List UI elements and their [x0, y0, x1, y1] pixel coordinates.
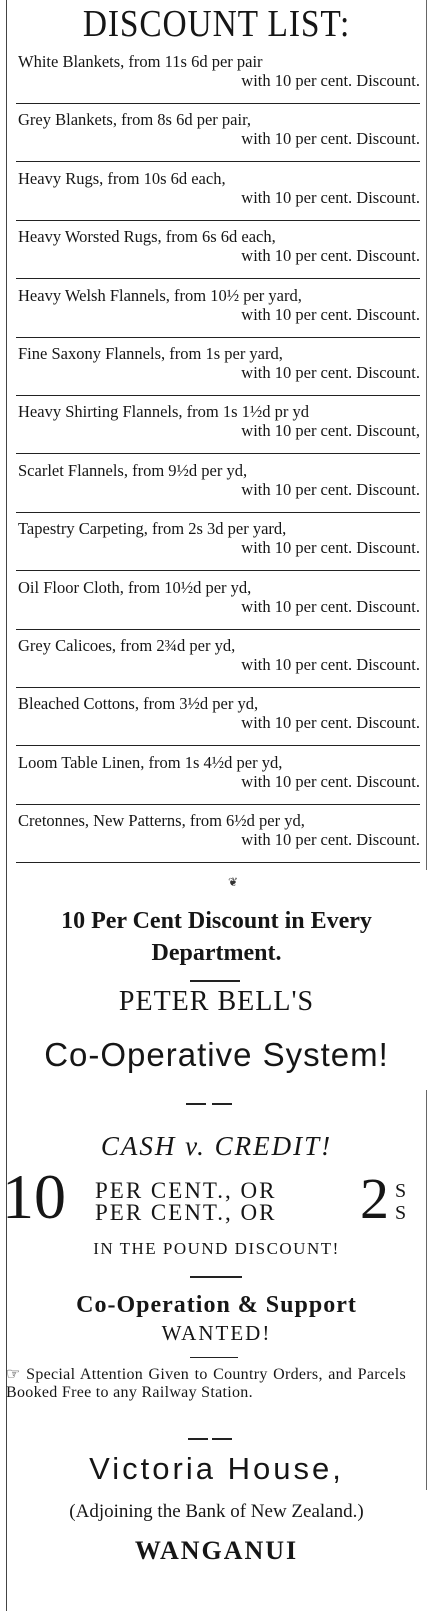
item-separator	[16, 687, 420, 688]
item-discount: with 10 per cent. Discount.	[241, 305, 420, 324]
item-description: Grey Blankets, from 8s 6d per pair,	[18, 110, 252, 129]
item-discount: with 10 per cent. Discount.	[241, 71, 420, 90]
item-description: Grey Calicoes, from 2¾d per yd,	[18, 636, 236, 655]
owner-name: PETER BELL'S	[118, 986, 315, 1017]
item-description: Tapestry Carpeting, from 2s 3d per yard,	[18, 519, 287, 538]
big-ten: 10	[2, 1161, 66, 1232]
divider	[212, 1103, 232, 1105]
item-description: Cretonnes, New Patterns, from 6½d per yd,	[18, 811, 305, 830]
item-discount: with 10 per cent. Discount.	[241, 830, 420, 849]
item-separator	[16, 337, 420, 338]
percent-line-1: PER CENT., OR	[95, 1178, 277, 1203]
item-separator	[16, 395, 420, 396]
system-title: Co-Operative System!	[44, 1036, 389, 1073]
ornament-icon: ❦	[228, 875, 239, 889]
item-description: Scarlet Flannels, from 9½d per yd,	[18, 461, 248, 480]
item-discount: with 10 per cent. Discount.	[241, 363, 420, 382]
item-description: Bleached Cottons, from 3½d per yd,	[18, 694, 259, 713]
big-two: 2	[360, 1166, 389, 1231]
shillings-s-1: S	[395, 1180, 407, 1202]
special-attention-text	[6, 1366, 406, 1402]
wanted-text: WANTED!	[161, 1321, 272, 1345]
town-name: WANGANUI	[134, 1536, 299, 1565]
item-separator	[16, 629, 420, 630]
percent-line-2: PER CENT., OR	[95, 1200, 277, 1225]
item-discount: with 10 per cent. Discount.	[241, 538, 420, 557]
item-separator	[16, 804, 420, 805]
special-attention-body: Special Attention Given to Country Orders, and Parcels Booked Free to any Railway Station.	[6, 1366, 406, 1401]
item-separator	[16, 161, 420, 162]
store-location: (Adjoining the Bank of New Zealand.)	[69, 1501, 364, 1522]
item-discount: with 10 per cent. Discount.	[241, 480, 420, 499]
divider	[190, 1276, 242, 1278]
divider	[186, 1103, 206, 1105]
item-discount: with 10 per cent. Discount.	[241, 713, 420, 732]
cooperation-heading: Co-Operation & Support	[76, 1292, 357, 1318]
pointing-hand-icon: ☞	[6, 1366, 21, 1383]
divider	[190, 1357, 238, 1358]
item-discount: with 10 per cent. Discount.	[241, 655, 420, 674]
item-separator	[16, 103, 420, 104]
store-name: Victoria House,	[89, 1451, 344, 1486]
item-description: Heavy Shirting Flannels, from 1s 1½d pr yd	[18, 402, 310, 421]
item-description: Fine Saxony Flannels, from 1s per yard,	[18, 344, 283, 363]
shillings-s-2: S	[395, 1202, 407, 1224]
item-separator	[16, 570, 420, 571]
shillings-column	[395, 1180, 406, 1224]
item-description: Heavy Rugs, from 10s 6d each,	[18, 169, 226, 188]
pound-discount: IN THE POUND DISCOUNT!	[93, 1239, 340, 1258]
item-separator	[16, 278, 420, 279]
department-line-1: 10 Per Cent Discount in Every	[61, 908, 372, 934]
divider	[188, 1438, 208, 1440]
item-separator	[16, 745, 420, 746]
item-discount: with 10 per cent. Discount.	[241, 188, 420, 207]
item-discount: with 10 per cent. Discount.	[241, 246, 420, 265]
department-line-2: Department.	[151, 940, 282, 966]
item-description: Heavy Worsted Rugs, from 6s 6d each,	[18, 227, 276, 246]
item-description: White Blankets, from 11s 6d per pair	[18, 52, 263, 71]
item-separator	[16, 220, 420, 221]
cash-credit-heading: CASH v. CREDIT!	[100, 1131, 333, 1161]
item-discount: with 10 per cent. Discount.	[241, 772, 420, 791]
item-description: Loom Table Linen, from 1s 4½d per yd,	[18, 753, 283, 772]
item-separator	[16, 512, 420, 513]
item-description: Heavy Welsh Flannels, from 10½ per yard,	[18, 286, 302, 305]
divider	[190, 980, 240, 982]
item-discount: with 10 per cent. Discount,	[241, 421, 420, 440]
item-separator	[16, 453, 420, 454]
right-border-rule	[426, 0, 427, 870]
page-title: DISCOUNT LIST:	[82, 3, 351, 45]
item-discount: with 10 per cent. Discount.	[241, 129, 420, 148]
item-discount: with 10 per cent. Discount.	[241, 597, 420, 616]
item-separator	[16, 862, 420, 863]
item-description: Oil Floor Cloth, from 10½d per yd,	[18, 578, 252, 597]
divider	[212, 1438, 232, 1440]
percent-lines	[95, 1180, 276, 1224]
